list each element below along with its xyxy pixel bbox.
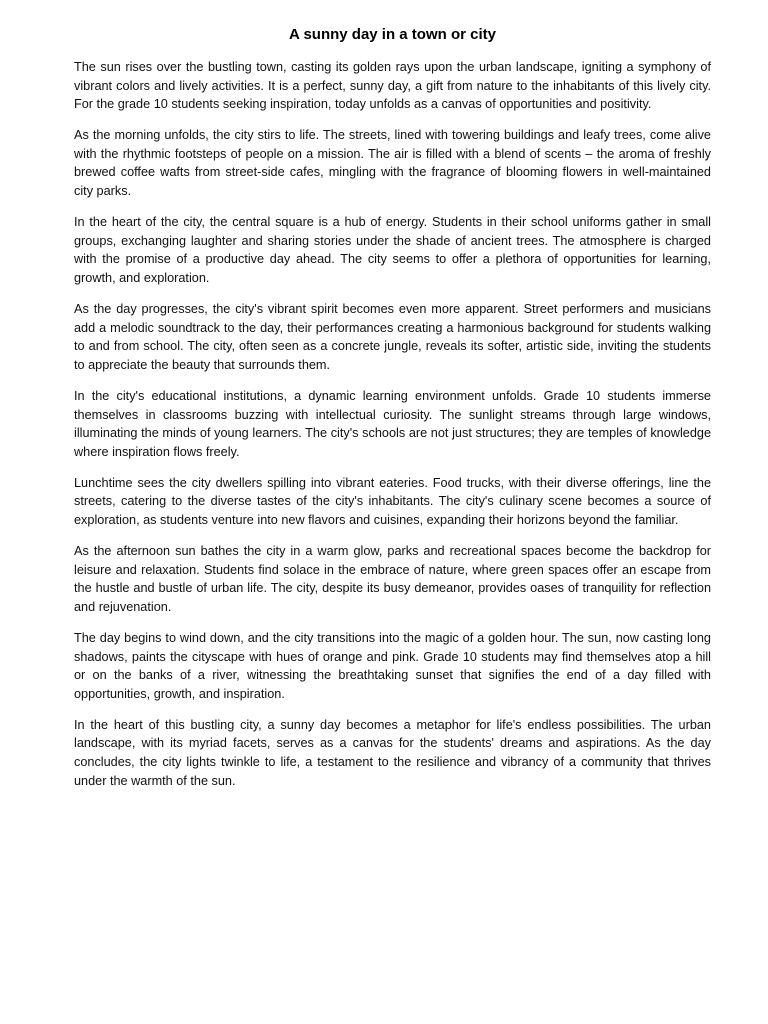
paragraph-3: In the heart of the city, the central square is a hub of energy. Students in their school uniforms gather in small groups, exchanging laughter and sharing stories under the shade of ancient trees. The atmosphere is charged with the promise of a productive day ahead. The city seems to offer a plethora of opportunities for learning, growth, and exploration. bbox=[74, 215, 711, 285]
document-page bbox=[74, 24, 711, 803]
paragraph-5: In the city's educational institutions, a dynamic learning environment unfolds. Grade 10 students immerse themselves in classrooms buzzing with intellectual curiosity. The sunlight streams through large windows, illuminating the minds of young learners. The city's schools are not just structures; they are temples of knowledge where inspiration flows freely. bbox=[74, 388, 711, 459]
paragraph-7: As the afternoon sun bathes the city in a warm glow, parks and recreational spaces become the backdrop for leisure and relaxation. Students find solace in the embrace of nature, where green spaces offer an escape from the hustle and bustle of urban life. The city, despite its busy demeanor, provides oases of tranquility for reflection and rejuvenation. bbox=[74, 544, 711, 614]
paragraph-9: In the heart of this bustling city, a sunny day becomes a metaphor for life's endless possibilities. The urban landscape, with its myriad facets, serves as a canvas for the students' dreams and aspirations. As the day concludes, the city lights twinkle to life, a testament to the resilience and vibrancy of a community that thrives under the warmth of the sun. bbox=[74, 717, 711, 788]
paragraph-2: As the morning unfolds, the city stirs to life. The streets, lined with towering buildings and leafy trees, come alive with the rhythmic footsteps of people on a mission. The air is filled with a blend of scents – the aroma of freshly brewed coffee wafts from street-side cafes, mingling with the fragrance of blooming flowers in well-maintained city parks. bbox=[74, 128, 711, 199]
paragraph-1: The sun rises over the bustling town, casting its golden rays upon the urban landscape, igniting a symphony of vibrant colors and lively activities. It is a perfect, sunny day, a gift from nature to the inhabitants of this lively city. For the grade 10 students seeking inspiration, today unfolds as a canvas of opportunities and positivity. bbox=[74, 60, 711, 112]
document-title: A sunny day in a town or city bbox=[289, 26, 496, 43]
paragraph-8: The day begins to wind down, and the city transitions into the magic of a golden hour. The sun, now casting long shadows, paints the cityscape with hues of orange and pink. Grade 10 students may find themselves atop a hill or on the banks of a river, witnessing the breathtaking sunset that signifies the end of a day filled with opportunities, growth, and inspiration. bbox=[74, 630, 711, 701]
paragraph-6: Lunchtime sees the city dwellers spilling into vibrant eateries. Food trucks, with their diverse offerings, line the streets, catering to the diverse tastes of the city's inhabitants. The city's culinary scene becomes a source of exploration, as students venture into new flavors and cuisines, expanding their horizons beyond the familiar. bbox=[74, 475, 711, 527]
paragraph-4: As the day progresses, the city's vibrant spirit becomes even more apparent. Street performers and musicians add a melodic soundtrack to the day, their performances creating a harmonious background for students walking to and from school. The city, often seen as a concrete jungle, reveals its softer, artistic side, inviting the students to appreciate the beauty that surrounds them. bbox=[74, 302, 711, 372]
